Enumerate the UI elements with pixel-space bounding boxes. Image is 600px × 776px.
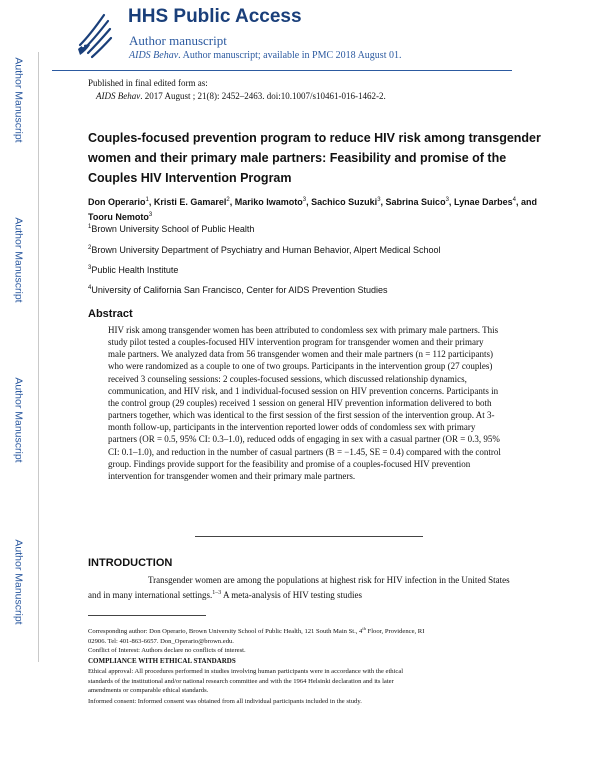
- conflict-of-interest-note: Conflict of Interest: Authors declare no conflicts of interest.: [88, 647, 246, 654]
- author-list: Don Operario$^1$, Kristi E. Gamarel$^2$, Mariko Iwamoto$^3$, Sachico Suzuki$^3$, Sabrina Suico$^3$, Lynae Darbes$^4$, and Tooru Nemoto$^3$: [88, 197, 537, 222]
- citation-line: [96, 91, 386, 101]
- affiliation: $^3$Public Health Institute: [88, 265, 179, 275]
- affiliation: $^2$Brown University Department of Psychiatry and Human Behavior, Alpert Medical School: [88, 245, 441, 255]
- abstract-heading: Abstract: [88, 308, 133, 320]
- author: Sabrina Suico: [385, 197, 446, 207]
- availability-line: [129, 50, 401, 61]
- abstract-divider: [195, 536, 423, 537]
- author: Kristi E. Gamarel: [153, 197, 227, 207]
- side-label-4: Author Manuscript: [13, 539, 25, 625]
- compliance-heading: COMPLIANCE WITH ETHICAL STANDARDS: [88, 657, 236, 665]
- article-title: Couples-focused prevention program to reduce HIV risk among transgender women and their primary male partners: Feasibility and promise of the Couples HIV Intervention Program: [88, 131, 541, 185]
- published-in-label: Published in final edited form as:: [88, 78, 208, 88]
- citation-journal: AIDS Behav: [96, 91, 141, 101]
- informed-consent-note: Informed consent: Informed consent was obtained from all individual participants included in the study.: [88, 698, 362, 705]
- header-divider: [52, 70, 512, 71]
- hhs-public-access-title: HHS Public Access: [128, 6, 302, 27]
- abstract-text: HIV risk among transgender women has been attributed to condomless sex with primary male partners. This study pilot tested a couples-focused HIV intervention program for transgender women and their primary male partners. We analyzed data from 56 transgender women and their male partners (n = 112 participants) who were randomized as a couple to one of two groups. Participants in the intervention group (27 couples) received 3 counseling sessions: 2 couples-focused sessions, which discussed relationship dynamics, communication, and HIV risk, and 1 individual-focused session on HIV prevention concerns. Participants in the control group (29 couples) received 1 session on general HIV prevention information delivered to both partners together, which was identical to the first session of the first session of the intervention group. At 3-month follow-up, participants in the intervention reported lower odds of condomless sex with primary partners (OR = 0.5, 95% CI: 0.3–1.0), reduced odds of engaging in sex with a casual partner (OR = 0.3, 95% CI: 0.1–1.0), and reduction in the number of casual partners (B = −1.45, SE = 0.4) compared with the control group. Findings provide support for the feasibility and promise of a couples-focused HIV prevention intervention for transgender women and their primary male partners.: [108, 325, 501, 481]
- introduction-text: Transgender women are among the populations at highest risk for HIV infection in the United States and in many international settings.$^{1-3}$ A meta-analysis of HIV testing studies: [88, 575, 510, 600]
- author: Sachico Suzuki: [311, 197, 378, 207]
- hhs-eagle-logo-icon: [74, 5, 114, 61]
- author: Don Operario: [88, 197, 146, 207]
- ethical-approval-note: Ethical approval: All procedures performed in studies involving human participants were in accordance with the ethical standards of the institutional and/or national research committee and with the 1964 Helsinki declaration and its later amendments or comparable ethical standards.: [88, 668, 404, 694]
- margin-rule: [38, 52, 39, 662]
- introduction-heading: INTRODUCTION: [88, 557, 173, 569]
- affiliation: $^1$Brown University School of Public Health: [88, 224, 255, 234]
- citation-details: . 2017 August ; 21(8): 2452–2463. doi:10.1007/s10461-016-1462-2.: [140, 91, 386, 101]
- author: Lynae Darbes: [453, 197, 513, 207]
- journal-name: AIDS Behav: [129, 50, 179, 61]
- footnote-divider: [88, 615, 206, 616]
- author: Tooru Nemoto: [88, 212, 149, 222]
- availability-text: . Author manuscript; available in PMC 2018 August 01.: [178, 50, 402, 61]
- author: Mariko Iwamoto: [234, 197, 303, 207]
- side-label-2: Author Manuscript: [13, 217, 25, 303]
- affiliation: $^4$University of California San Francisco, Center for AIDS Prevention Studies: [88, 285, 388, 295]
- side-label-1: Author Manuscript: [13, 57, 25, 143]
- author-manuscript-label: Author manuscript: [129, 33, 227, 48]
- corresponding-author-note: Corresponding author: Don Operario, Brown University School of Public Health, 121 South Main St., 4th Floor, Providence, RI 02906. Tel: 401-863-6657. Don_Operario@brown.edu.: [88, 626, 425, 645]
- side-label-3: Author Manuscript: [13, 377, 25, 463]
